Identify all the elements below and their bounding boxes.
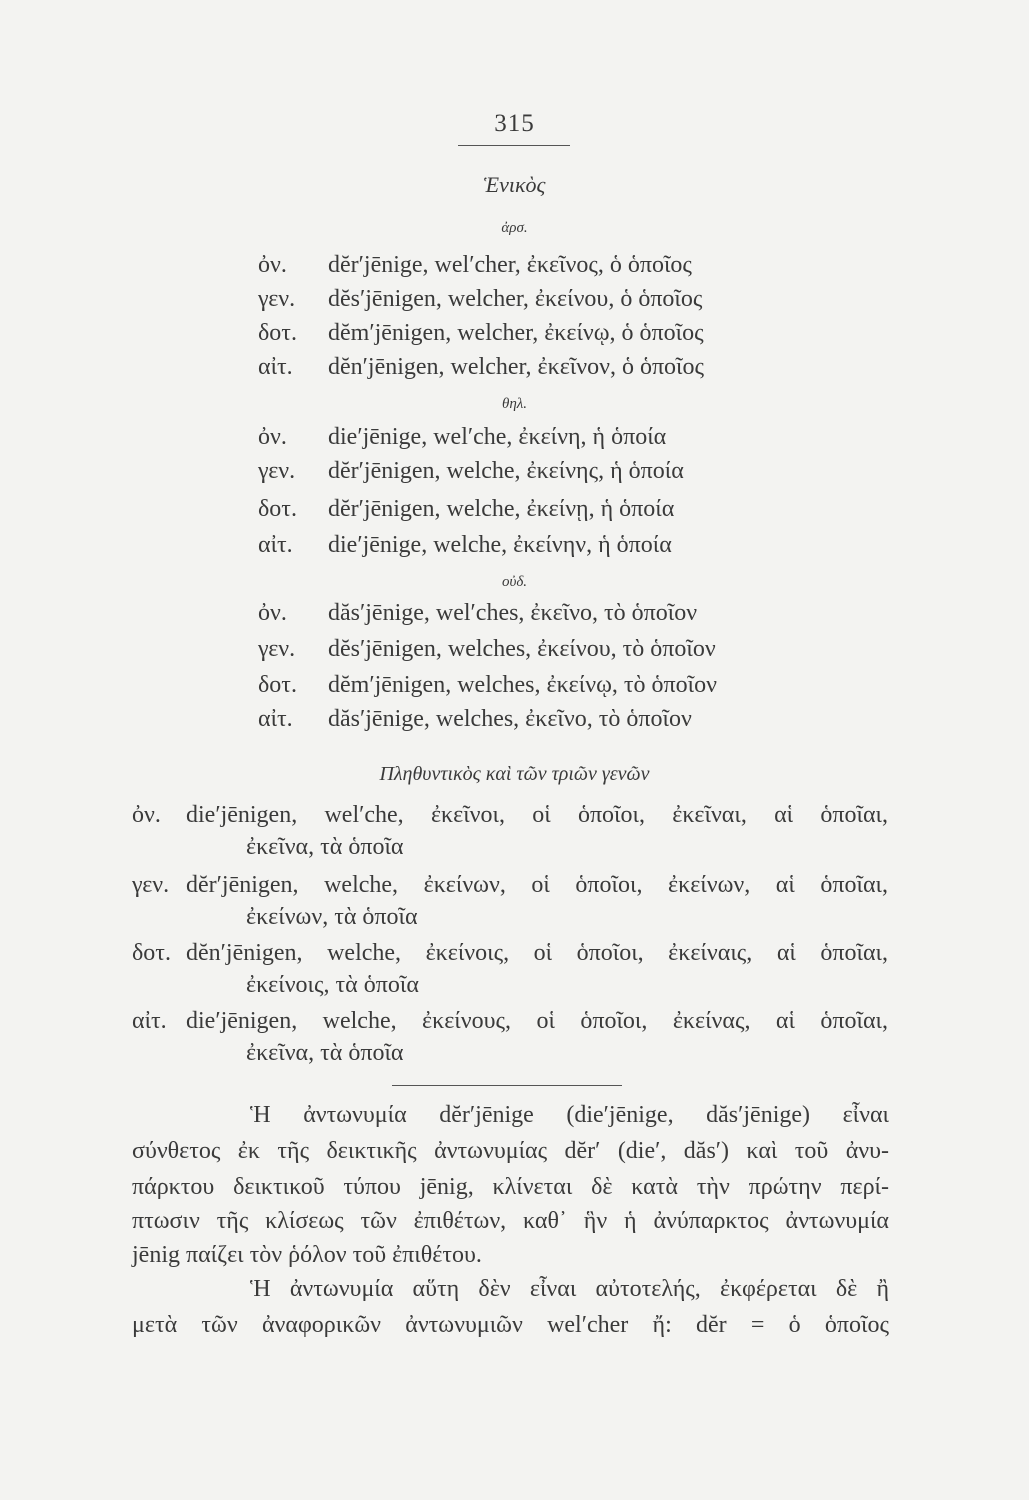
declension-forms: die′jēnige, welche, ἐκείνην, ἡ ὁποία (328, 532, 672, 558)
declension-forms: dĕn′jēnigen, welcher, ἐκεῖνον, ὁ ὁποῖος (328, 354, 705, 380)
case-label: ὀν. (258, 252, 287, 278)
declension-forms: die′jēnige, wel′che, ἐκείνη, ἡ ὁποία (328, 424, 667, 450)
declension-row (0, 458, 1029, 492)
declension-forms: dăs′jēnige, wel′ches, ἐκεῖνο, τὸ ὁποῖον (328, 600, 698, 626)
case-label: δοτ. (132, 940, 171, 966)
page-number-rule (458, 145, 570, 146)
case-label: δοτ. (258, 672, 297, 698)
declension-forms: dĕr′jēnige, wel′cher, ἐκεῖνος, ὁ ὁποῖος (328, 252, 692, 278)
page-number: 315 (494, 110, 535, 137)
paragraph-line: jēnig παίζει τὸν ῥόλον τοῦ ἐπιθέτου. (132, 1242, 482, 1268)
case-label: αἰτ. (258, 532, 293, 558)
declension-row (0, 286, 1029, 320)
declension-row (0, 354, 1029, 388)
declension-forms: dĕr′jēnigen, welche, ἐκείνῃ, ἡ ὁποία (328, 496, 675, 522)
declension-forms: dĕr′jēnigen, welche, ἐκείνης, ἡ ὁποία (328, 458, 684, 484)
declension-forms: dĕs′jēnigen, welcher, ἐκείνου, ὁ ὁποῖος (328, 286, 703, 312)
plural-heading: Πληθυντικὸς καὶ τῶν τριῶν γενῶν (379, 763, 650, 785)
case-label: δοτ. (258, 496, 297, 522)
declension-forms: dĕm′jēnigen, welcher, ἐκείνῳ, ὁ ὁποῖος (328, 320, 704, 346)
gender-label-masculine: ἀρσ. (501, 220, 528, 236)
case-label: ὀν. (258, 424, 287, 450)
gender-label-neuter: οὐδ. (501, 574, 528, 590)
case-label: γεν. (132, 872, 170, 898)
singular-heading: Ἑνικὸς (483, 172, 546, 197)
declension-row (0, 320, 1029, 354)
section-separator (392, 1085, 622, 1086)
plural-forms-line1: dĕn′jēnigen, welche, ἐκείνοις, οἱ ὁποῖοι, ἐκείναις, αἱ ὁποῖαι, (186, 940, 888, 966)
paragraph-line: Ἡ ἀντωνυμία αὕτη δὲν εἶναι αὐτοτελής, ἐκφέρεται δὲ ἢ (250, 1276, 889, 1302)
case-label: αἰτ. (258, 706, 293, 732)
declension-row (0, 706, 1029, 740)
plural-forms-line1: dĕr′jēnigen, welche, ἐκείνων, οἱ ὁποῖοι, ἐκείνων, αἱ ὁποῖαι, (186, 872, 888, 898)
case-label: αἰτ. (258, 354, 293, 380)
declension-forms: dĕs′jēnigen, welches, ἐκείνου, τὸ ὁποῖον (328, 636, 716, 662)
declension-row (0, 496, 1029, 530)
declension-forms: dĕm′jēnigen, welches, ἐκείνῳ, τὸ ὁποῖον (328, 672, 717, 698)
paragraph-line: Ἡ ἀντωνυμία dĕr′jēnige (die′jēnige, dăs′jēnige) εἶναι (250, 1102, 889, 1128)
case-label: γεν. (258, 286, 296, 312)
case-label: αἰτ. (132, 1008, 167, 1034)
declension-row (0, 636, 1029, 670)
declension-row (0, 252, 1029, 286)
plural-forms-line1: die′jēnigen, wel′che, ἐκεῖνοι, οἱ ὁποῖοι, ἐκεῖναι, αἱ ὁποῖαι, (186, 802, 888, 828)
declension-forms: dăs′jēnige, welches, ἐκεῖνο, τὸ ὁποῖον (328, 706, 692, 732)
case-label: δοτ. (258, 320, 297, 346)
paragraph-line: μετὰ τῶν ἀναφορικῶν ἀντωνυμιῶν wel′cher ἤ: dĕr = ὁ ὁποῖος (132, 1312, 889, 1338)
plural-forms-line1: die′jēnigen, welche, ἐκείνους, οἱ ὁποῖοι, ἐκείνας, αἱ ὁποῖαι, (186, 1008, 888, 1034)
case-label: γεν. (258, 636, 296, 662)
declension-row (0, 424, 1029, 458)
plural-forms-line2: ἐκεῖνα, τὰ ὁποῖα (246, 834, 404, 860)
declension-row (0, 600, 1029, 634)
paragraph-line: πάρκτου δεικτικοῦ τύπου jēnig, κλίνεται δὲ κατὰ τὴν πρώτην περί- (132, 1174, 889, 1200)
case-label: γεν. (258, 458, 296, 484)
gender-label-feminine: θηλ. (501, 396, 528, 412)
plural-forms-line2: ἐκείνων, τὰ ὁποῖα (246, 904, 418, 930)
declension-row (0, 672, 1029, 706)
case-label: ὀν. (258, 600, 287, 626)
paragraph-line: πτωσιν τῆς κλίσεως τῶν ἐπιθέτων, καθ᾽ ἣν ἡ ἀνύπαρκτος ἀντωνυμία (132, 1208, 889, 1234)
paragraph-line: σύνθετος ἐκ τῆς δεικτικῆς ἀντωνυμίας dĕr′ (die′, dăs′) καὶ τοῦ ἀνυ- (132, 1138, 889, 1164)
case-label: ὀν. (132, 802, 161, 828)
plural-forms-line2: ἐκεῖνα, τὰ ὁποῖα (246, 1040, 404, 1066)
plural-forms-line2: ἐκείνοις, τὰ ὁποῖα (246, 972, 419, 998)
declension-row (0, 532, 1029, 566)
